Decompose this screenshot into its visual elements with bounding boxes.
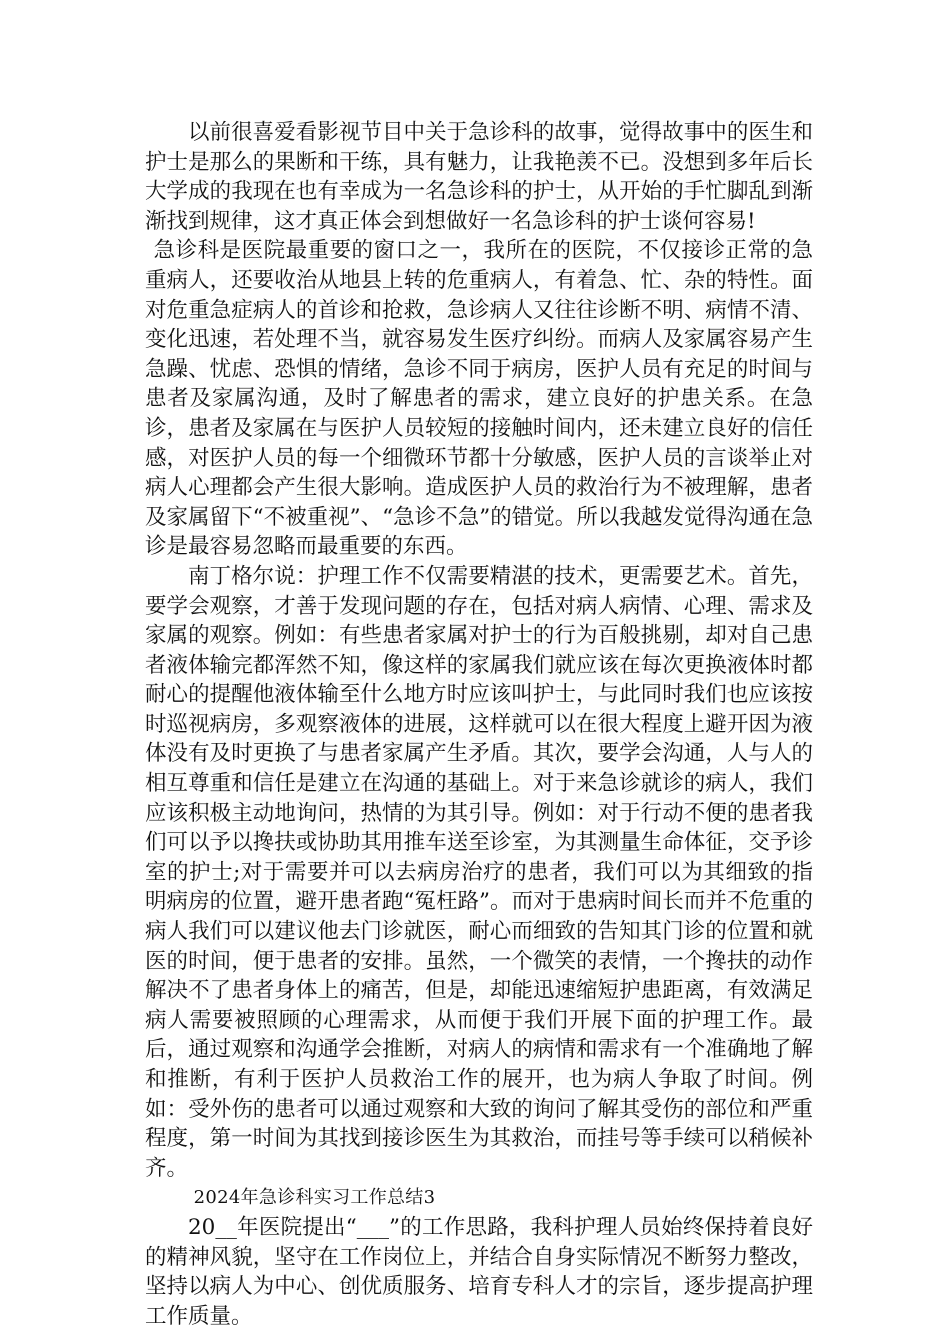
document-body [145,118,813,1331]
paragraph-nightingale: 南丁格尔说：护理工作不仅需要精湛的技术，更需要艺术。首先，要学会观察，才善于发现问题的存在，包括对病人病情、心理、需求及家属的观察。例如：有些患者家属对护士的行为百般挑剔，却对自己患者液体输完都浑然不知，像这样的家属我们就应该在每次更换液体时都耐心的提醒他液体输至什么地方时应该叫护士，与此同时我们也应该按时巡视病房，多观察液体的进展，这样就可以在很大程度上避开因为液体没有及时更换了与患者家属产生矛盾。其次，要学会沟通，人与人的相互尊重和信任是建立在沟通的基础上。对于来急诊就诊的病人，我们应该积极主动地询问，热情的为其引导。例如：对于行动不便的患者我们可以予以搀扶或协助其用推车送至诊室，为其测量生命体征，交予诊室的护士;对于需要并可以去病房治疗的患者，我们可以为其细致的指明病房的位置，避开患者跑“冤枉路”。而对于患病时间长而并不危重的病人我们可以建议他去门诊就医，耐心而细致的告知其门诊的位置和就医的时间，便于患者的安排。虽然，一个微笑的表情，一个搀扶的动作解决不了患者身体上的痛苦，但是，却能迅速缩短护患距离，有效满足病人需要被照顾的心理需求，从而便于我们开展下面的护理工作。最后，通过观察和沟通学会推断，对病人的病情和需求有一个准确地了解和推断，有利于医护人员救治工作的展开，也为病人争取了时间。例如：受外伤的患者可以通过观察和大致的询问了解其受伤的部位和严重程度，第一时间为其找到接诊医生为其救治，而挂号等手续可以稍候补齐。 [145,563,813,1181]
paragraph-intro: 以前很喜爱看影视节目中关于急诊科的故事，觉得故事中的医生和护士是那么的果断和干练，具有魅力，让我艳羡不已。没想到多年后长大学成的我现在也有幸成为一名急诊科的护士，从开始的手忙脚乱到渐渐找到规律，这才真正体会到想做好一名急诊科的护士谈何容易! [145,120,813,234]
paragraph-work-summary: 20__年医院提出“___”的工作思路，我科护理人员始终保持着良好的精神风貌，坚守在工作岗位上，并结合自身实际情况不断努力整改，坚持以病人为中心、创优质服务、培育专科人才的宗旨，逐步提高护理工作质量。 [145,1214,813,1329]
section-heading: 2024年急诊科实习工作总结3 [193,1187,436,1209]
paragraph-emergency-department: 急诊科是医院最重要的窗口之一，我所在的医院，不仅接诊正常的急重病人，还要收治从地县上转的危重病人，有着急、忙、杂的特性。面对危重急症病人的首诊和抢救，急诊病人又往往诊断不明、病情不清、变化迅速，若处理不当，就容易发生医疗纠纷。而病人及家属容易产生急躁、忧虑、恐惧的情绪，急诊不同于病房，医护人员有充足的时间与患者及家属沟通，及时了解患者的需求，建立良好的护患关系。在急诊，患者及家属在与医护人员较短的接触时间内，还未建立良好的信任感，对医护人员的每一个细微环节都十分敏感，医护人员的言谈举止对病人心理都会产生很大影响。造成医护人员的救治行为不被理解，患者及家属留下“不被重视”、“急诊不急”的错觉。所以我越发觉得沟通在急诊是最容易忽略而最重要的东西。 [145,238,813,560]
